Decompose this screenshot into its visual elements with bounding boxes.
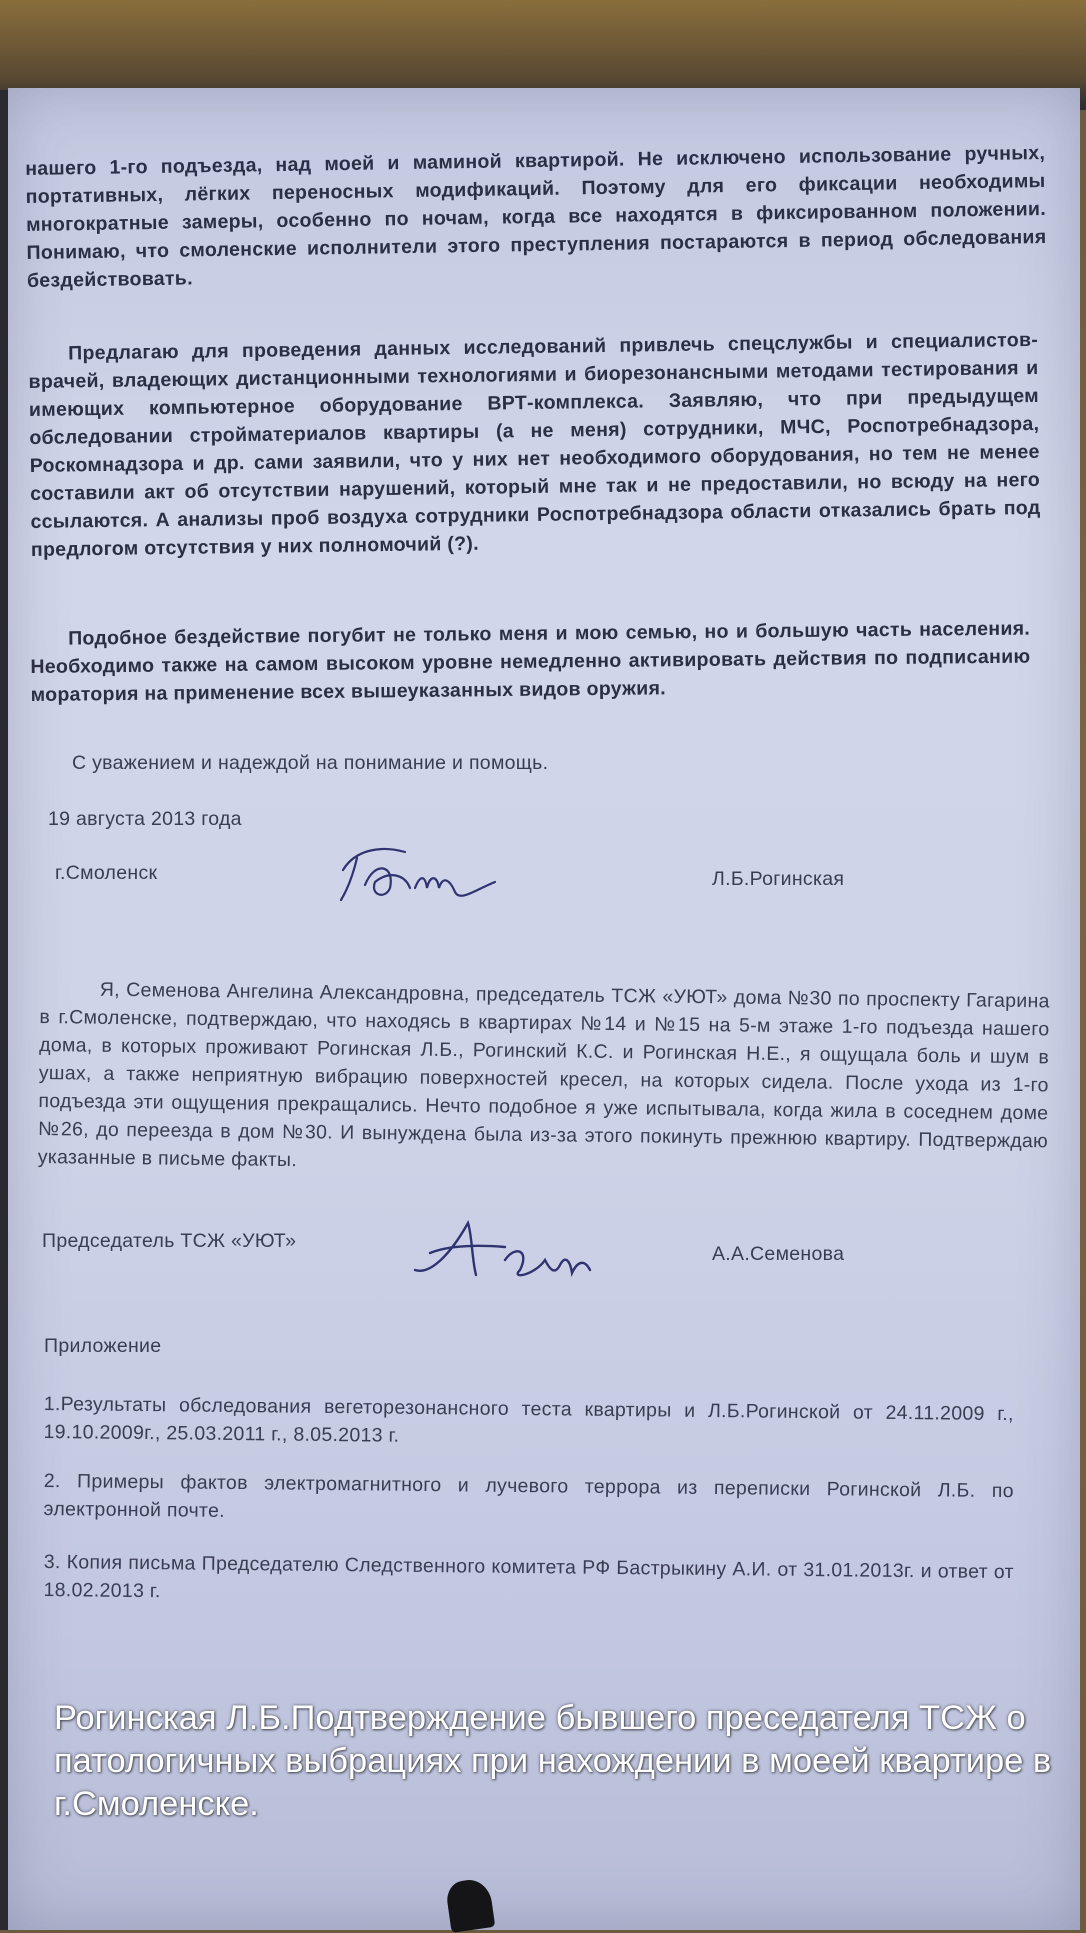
closing-line: С уважением и надеждой на понимание и помощь.	[72, 752, 549, 774]
letter-date: 19 августа 2013 года	[48, 808, 242, 830]
photo-caption: Рогинская Л.Б.Подтверждение бывшего преседателя ТСЖ о патологичных выбрациях при нахождении в моеей квартире в г.Смоленске.	[54, 1699, 1052, 1823]
paragraph-3: Подобное бездействие погубит не только меня и мою семью, но и большую часть населения. Необходимо также на самом высоком уровне немедленно активировать действия по подписанию моратория на применение всех вышеуказанных видов оружия.	[30, 617, 1031, 706]
chair-signature	[410, 1215, 610, 1285]
appendix-title: Приложение	[44, 1335, 162, 1357]
author-signature	[335, 830, 505, 910]
author-name: Л.Б.Рогинская	[712, 868, 845, 890]
appendix-item: 2. Примеры фактов электромагнитного и лучевого террора из переписки Рогинской Л.Б. по электронной почте.	[43, 1469, 1014, 1522]
appendix-item: 1.Результаты обследования вегеторезонансного теста квартиры и Л.Б.Рогинской от 24.11.2009 г., 19.10.2009г., 25.03.2011 г., 8.05.2013 г.	[43, 1392, 1014, 1447]
appendix-item: 3. Копия письма Председателю Следственного комитета РФ Бастрыкину А.И. от 31.01.2013г. и ответ от 18.02.2013 г.	[43, 1550, 1014, 1603]
paragraph-1: нашего 1-го подъезда, над моей и маминой квартирой. Не исключено использование ручных, портативных, лёгких переносных модификаций. Поэтому для его фиксации необходимы многократные замеры, особенно по ночам, когда все находятся в фиксированном положении. Понимаю, что смоленские исполнители этого преступления постараются в период обследования бездействовать.	[25, 141, 1047, 292]
paragraph-confirmation: Я, Семенова Ангелина Александровна, председатель ТСЖ «УЮТ» дома №30 по проспекту Гагарина в г.Смоленске, подтверждаю, что находясь в квартирах №14 и №15 на 5-м этаже 1-го подъезда нашего дома, в которых проживают Рогинская Л.Б., Рогинский К.С. и Рогинская Н.Е., я ощущала боль и шум в ушах, а также неприятную вибрацию поверхностей кресел, на которых сидела. После ухода из 1-го подъезда эти ощущения прекращались. Нечто подобное я уже испытывала, когда жила в соседнем доме №26, до переезда в дом №30. И вынуждена была из-за этого покинуть прежнюю квартиру. Подтверждаю указанные в письме факты.	[37, 978, 1050, 1172]
chair-title: Председатель ТСЖ «УЮТ»	[42, 1230, 297, 1252]
paragraph-2: Предлагаю для проведения данных исследований привлечь спецслужбы и специалистов-врачей, владеющих дистанционными технологиями и биорезонансными методами тестирования и имеющих компьютерное оборудование ВРТ-комплекса. Заявляю, что при предыдущем обследовании стройматериалов квартиры (а не меня) сотрудники, МЧС, Роспотребнадзора, Роскомнадзора и др. сами заявили, что у них нет необходимого оборудования, но тем не менее составили акт об отсутствии нарушений, который мне так и не предоставили, но всюду на него ссылаются. А анализы проб воздуха сотрудники Роспотребнадзора области отказались брать под предлогом отсутствия у них полномочий (?).	[28, 328, 1041, 561]
letter-city: г.Смоленск	[55, 862, 158, 884]
chair-name: А.А.Семенова	[712, 1243, 845, 1265]
